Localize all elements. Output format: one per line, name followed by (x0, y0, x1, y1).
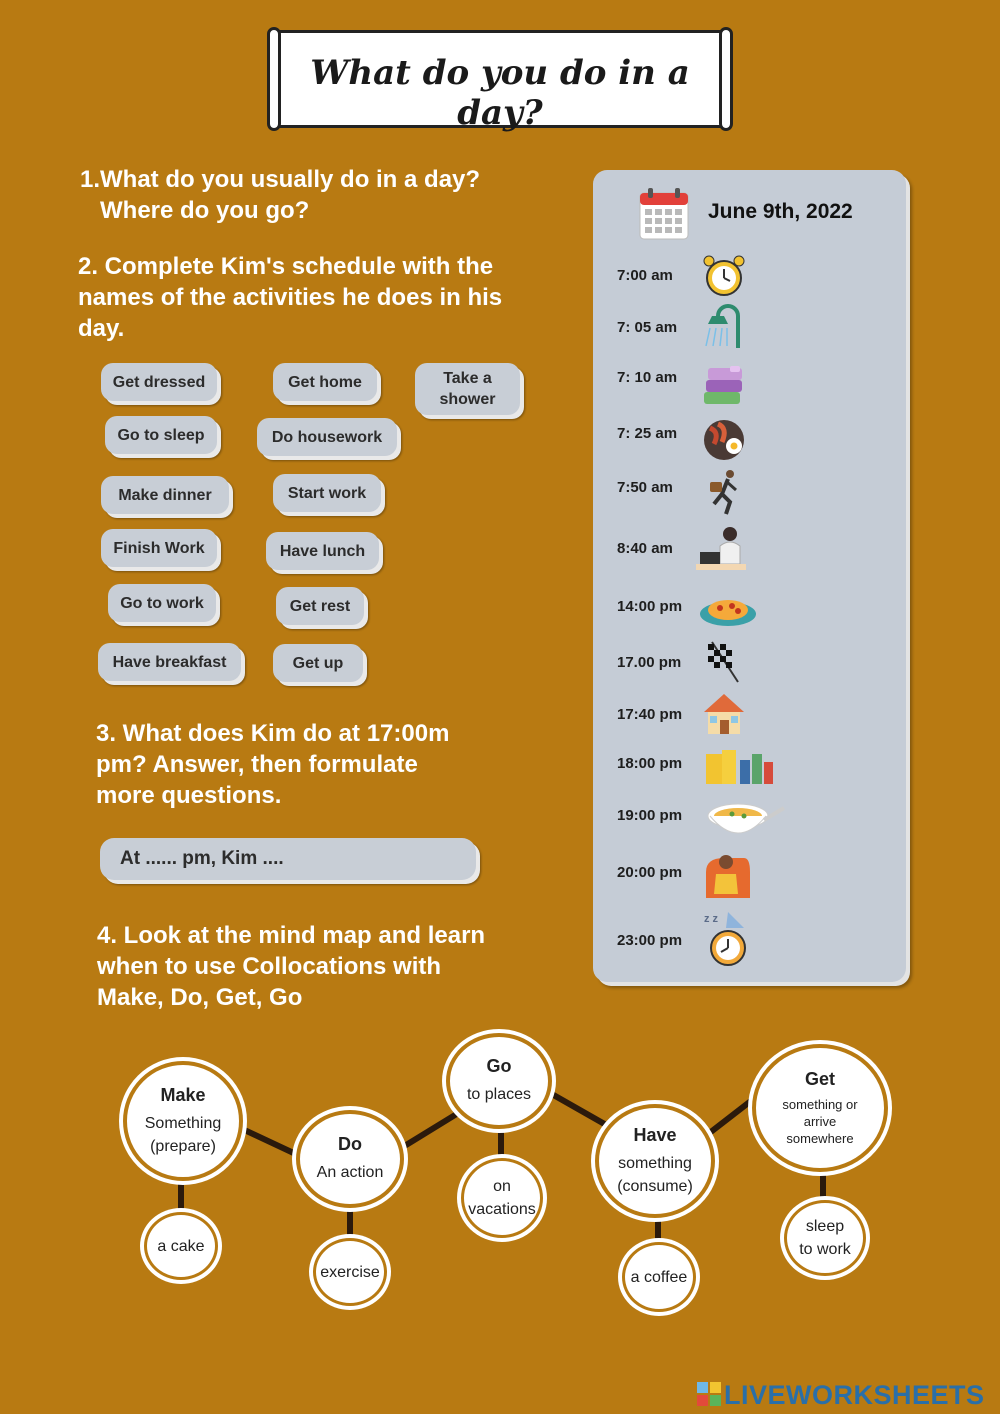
leaf-line-1: on (493, 1178, 511, 1195)
shower-icon (700, 302, 748, 350)
office-worker-icon (694, 524, 750, 576)
chip-label: Go to sleep (117, 426, 205, 444)
activity-chip-get-dressed[interactable] (101, 363, 217, 401)
chip-label: Get rest (289, 597, 351, 615)
chip-label: Go to work (120, 594, 204, 612)
house-icon (700, 690, 748, 738)
time-slot: 17:40 pm (617, 706, 683, 723)
chip-label: Start work (287, 484, 367, 502)
checkered-flag-icon (700, 636, 748, 684)
time-slot: 14:00 pm (617, 598, 683, 615)
activity-chip-get-rest[interactable] (276, 587, 364, 625)
node-subtitle: to places (466, 1086, 532, 1103)
time-slot: 7: 25 am (617, 425, 678, 442)
chip-label-line-2: shower (439, 391, 496, 408)
chip-label: Have breakfast (112, 653, 227, 671)
mindmap-node-go (446, 1033, 552, 1129)
node-subtitle: arrive (803, 1114, 837, 1129)
pasta-plate-icon (698, 582, 758, 630)
chip-label: Get up (292, 654, 344, 672)
time-slot: 17.00 pm (617, 654, 682, 671)
calendar-icon (638, 187, 690, 241)
time-slot: 20:00 pm (617, 864, 683, 881)
mindmap-leaf-on-vacations (461, 1158, 543, 1238)
node-title: Have (633, 1124, 677, 1145)
question-1-line-2: Where do you go? (100, 197, 310, 224)
activity-chip-make-dinner[interactable] (101, 476, 229, 514)
question-3-line-1: 3. What does Kim do at 17:00m (96, 720, 450, 747)
time-slot: 7: 10 am (617, 369, 678, 386)
mindmap-node-have (595, 1104, 715, 1218)
activity-chip-do-housework[interactable] (257, 418, 397, 456)
question-3-line-2: pm? Answer, then formulate (96, 751, 418, 778)
mindmap-leaf-a-cake: a cake (144, 1212, 218, 1280)
question-4 (97, 920, 485, 1013)
mindmap-leaf-sleep-to-work (784, 1200, 866, 1276)
activity-chip-have-lunch[interactable] (266, 532, 379, 570)
leaf-line-2: vacations (468, 1201, 536, 1218)
mindmap-node-make (123, 1061, 243, 1181)
activity-chip-finish-work[interactable] (101, 529, 217, 567)
sleeping-clock-icon (700, 908, 748, 968)
node-subtitle: somewhere (786, 1131, 854, 1146)
chip-label: Get dressed (112, 373, 206, 391)
brand-wordmark[interactable]: LIVEWORKSHEETS (724, 1380, 985, 1410)
question-1-line-1: 1.What do you usually do in a day? (80, 166, 481, 193)
node-subtitle: An action (316, 1164, 384, 1181)
mindmap-leaf-exercise: exercise (313, 1238, 387, 1306)
chip-label: Have lunch (279, 542, 366, 560)
time-slot: 19:00 pm (617, 807, 683, 824)
time-slot: 7: 05 am (617, 319, 678, 336)
node-title: Make (160, 1084, 206, 1105)
chip-label: Get home (288, 373, 362, 391)
alarm-clock-icon (700, 252, 748, 300)
resting-person-icon (700, 848, 754, 904)
node-title: Do (338, 1134, 362, 1154)
activity-chip-take-shower[interactable] (415, 363, 520, 415)
question-2-line-1: 2. Complete Kim's schedule with the (78, 253, 494, 280)
mindmap-leaf-a-coffee: a coffee (622, 1242, 696, 1312)
chip-label: Do housework (271, 428, 383, 446)
mindmap-node-get (752, 1044, 888, 1172)
node-subtitle: (prepare) (150, 1137, 216, 1155)
svg-text:z z: z z (704, 913, 719, 925)
node-subtitle: something or (782, 1097, 858, 1112)
question-1 (80, 164, 480, 226)
question-2-line-2: names of the activities he does in his (78, 284, 503, 311)
activity-chip-have-breakfast[interactable] (98, 643, 241, 681)
soup-bowl-icon (706, 796, 788, 844)
activity-chip-get-home[interactable] (273, 363, 377, 401)
leaf-line-2: to work (799, 1241, 851, 1258)
chip-label: Finish Work (113, 539, 205, 557)
question-4-line-1: 4. Look at the mind map and learn (97, 922, 486, 949)
time-slot: 18:00 pm (617, 755, 683, 772)
question-2-line-3: day. (78, 315, 125, 342)
schedule-date: June 9th, 2022 (708, 200, 853, 223)
node-subtitle: something (618, 1154, 692, 1172)
question-4-line-2: when to use Collocations with (97, 953, 442, 980)
time-slot: 7:00 am (617, 267, 673, 284)
chip-label-line-1: Take a (443, 370, 492, 387)
leaf-line-1: sleep (805, 1218, 845, 1235)
node-subtitle: Something (144, 1114, 222, 1132)
question-3-line-3: more questions. (96, 782, 282, 809)
running-man-icon (700, 468, 748, 516)
chip-label: Make dinner (118, 486, 212, 504)
question-4-line-3: Make, Do, Get, Go (97, 984, 303, 1011)
answer-input[interactable]: At ...... pm, Kim .... (100, 838, 476, 880)
folded-clothes-icon (700, 360, 748, 408)
time-slot: 8:40 am (617, 540, 673, 557)
scroll-right-roll (719, 27, 733, 131)
activity-chip-start-work[interactable] (273, 474, 381, 512)
title-banner (276, 30, 724, 133)
node-subtitle: (consume) (617, 1177, 693, 1195)
activity-chip-get-up[interactable] (273, 644, 363, 682)
time-slot: 7:50 am (617, 479, 673, 496)
cleaning-supplies-icon (700, 740, 776, 788)
activity-chip-go-to-work[interactable] (108, 584, 216, 622)
node-title: Go (486, 1056, 512, 1076)
activity-chip-go-to-sleep[interactable] (105, 416, 217, 454)
page-title: What do you do in a day? (310, 53, 690, 133)
time-slot: 23:00 pm (617, 932, 683, 949)
question-2 (78, 251, 502, 344)
mindmap-node-do (296, 1110, 404, 1208)
node-title: Get (804, 1069, 835, 1089)
question-3 (96, 718, 449, 811)
breakfast-plate-icon (700, 414, 748, 462)
liveworksheets-logo-icon (697, 1382, 721, 1406)
